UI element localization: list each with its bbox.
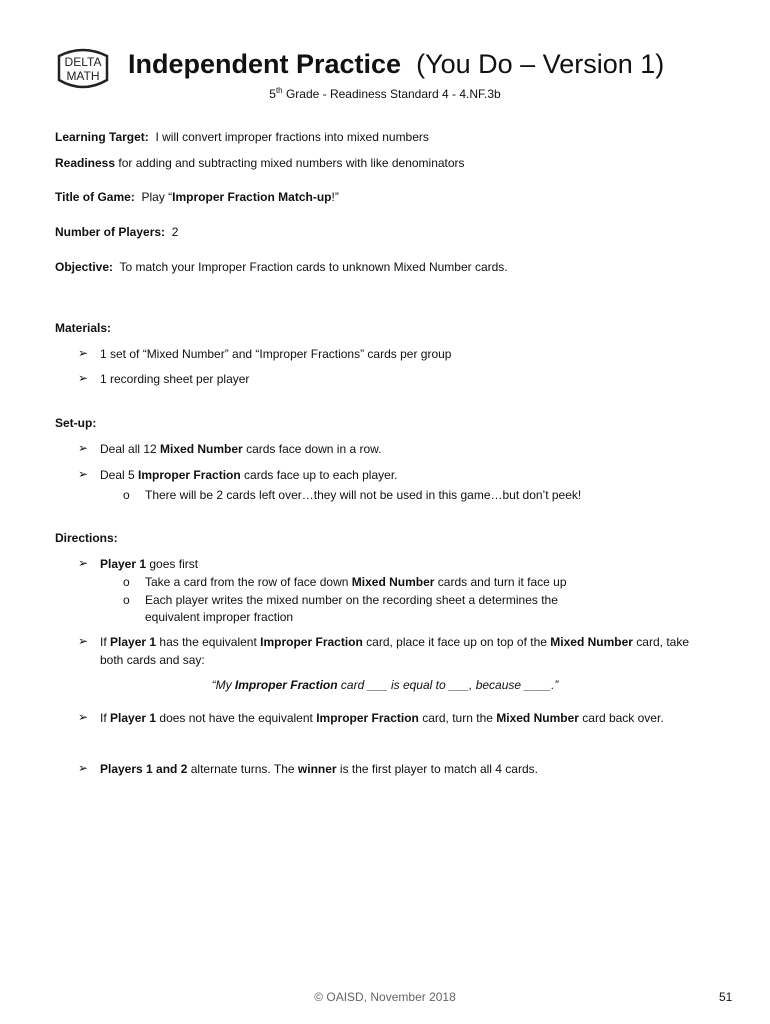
direction-1-post: goes first — [146, 557, 199, 571]
directions-label: Directions: — [55, 531, 118, 545]
setup-item-2-sub: There will be 2 cards left over…they will not be used in this game…but don’t peek! — [145, 488, 582, 502]
objective — [55, 260, 508, 274]
title-rest: (You Do – Version 1) — [416, 49, 665, 79]
setup-item-2 — [100, 468, 397, 482]
direction-1-bold: Player 1 — [100, 557, 147, 571]
grade-suffix: th — [275, 86, 283, 95]
arrow-bullet-icon: ➢ — [78, 556, 89, 570]
arrow-bullet-icon: ➢ — [78, 710, 89, 724]
footer-copyright: © OAISD, November 2018 — [314, 990, 456, 1004]
readiness-label: Readiness — [55, 156, 116, 170]
directions-heading — [55, 531, 118, 545]
direction-2-line-2: both cards and say: — [100, 653, 205, 667]
setup-item-1 — [100, 442, 381, 456]
d3-pre: If — [100, 711, 111, 725]
d2-pre: If — [100, 635, 111, 649]
direction-1-sub-1-bold: Mixed Number — [351, 575, 435, 589]
game-title-label: Title of Game: — [55, 190, 135, 204]
players-value: 2 — [171, 225, 179, 239]
d2-bold-1: Player 1 — [110, 635, 157, 649]
d2-mid-2: card, place it face up on top of the — [362, 635, 551, 649]
setup-heading — [55, 416, 96, 430]
arrow-bullet-icon: ➢ — [78, 761, 89, 775]
setup-1-pre: Deal all 12 — [100, 442, 161, 456]
direction-1-sub-2-line-1: Each player writes the mixed number on the recording sheet a determines the — [145, 593, 558, 607]
arrow-bullet-icon: ➢ — [78, 441, 89, 455]
d4-bold-2: winner — [297, 762, 337, 776]
game-title — [55, 190, 339, 204]
material-item-1: 1 set of “Mixed Number” and “Improper Fractions” cards per group — [100, 347, 452, 361]
circle-bullet-icon: o — [123, 488, 130, 502]
d4-bold-1: Players 1 and 2 — [100, 762, 188, 776]
learning-target-label: Learning Target: — [55, 130, 149, 144]
direction-4 — [100, 762, 538, 776]
setup-label: Set-up: — [55, 416, 97, 430]
setup-1-post: cards face down in a row. — [242, 442, 382, 456]
learning-target — [55, 130, 429, 144]
d2-post: card, take — [632, 635, 689, 649]
arrow-bullet-icon: ➢ — [78, 467, 89, 481]
objective-label: Objective: — [55, 260, 114, 274]
game-title-name: Improper Fraction Match-up — [172, 190, 332, 204]
setup-2-post: cards face up to each player. — [240, 468, 398, 482]
d3-bold-3: Mixed Number — [496, 711, 579, 725]
readiness — [55, 156, 465, 170]
quote-pre: “My — [211, 678, 235, 692]
d2-bold-2: Improper Fraction — [260, 635, 363, 649]
d2-mid-1: has the equivalent — [156, 635, 261, 649]
materials-label: Materials: — [55, 321, 112, 335]
page-title — [128, 49, 664, 80]
d2-bold-3: Mixed Number — [550, 635, 633, 649]
direction-1-sub-1 — [145, 575, 567, 589]
game-title-pre: Play “ — [141, 190, 173, 204]
d3-bold-2: Improper Fraction — [316, 711, 419, 725]
quote-bold: Improper Fraction — [234, 678, 338, 692]
arrow-bullet-icon: ➢ — [78, 346, 89, 360]
d3-bold-1: Player 1 — [110, 711, 157, 725]
d3-mid-1: does not have the equivalent — [156, 711, 317, 725]
quote-post: card ___ is equal to ___, because ____.” — [337, 678, 559, 692]
arrow-bullet-icon: ➢ — [78, 634, 89, 648]
game-title-post: !” — [331, 190, 339, 204]
direction-1-sub-1-post: cards and turn it face up — [434, 575, 567, 589]
logo-text-top: DELTA — [64, 55, 102, 69]
circle-bullet-icon: o — [123, 593, 130, 607]
logo-text-bottom: MATH — [66, 69, 100, 83]
setup-1-bold: Mixed Number — [160, 442, 243, 456]
title-bold: Independent Practice — [128, 49, 402, 79]
grade-standard — [0, 86, 770, 101]
example-sentence — [0, 678, 770, 692]
materials-heading — [55, 321, 111, 335]
objective-text: To match your Improper Fraction cards to unknown Mixed Number cards. — [119, 260, 508, 274]
direction-2-line-1 — [100, 635, 689, 649]
circle-bullet-icon: o — [123, 575, 130, 589]
material-item-2: 1 recording sheet per player — [100, 372, 250, 386]
learning-target-text: I will convert improper fractions into mixed numbers — [155, 130, 429, 144]
players-label: Number of Players: — [55, 225, 166, 239]
number-of-players — [55, 225, 178, 239]
grade-number: 5 — [269, 87, 276, 101]
direction-1-sub-2-line-2: equivalent improper fraction — [145, 610, 294, 624]
d4-mid: alternate turns. The — [187, 762, 298, 776]
grade-standard-text: Grade - Readiness Standard 4 - 4.NF.3b — [282, 87, 501, 101]
readiness-text: for adding and subtracting mixed numbers with like denominators — [115, 156, 465, 170]
arrow-bullet-icon: ➢ — [78, 371, 89, 385]
page-number: 51 — [719, 990, 733, 1004]
d4-post: is the first player to match all 4 cards. — [336, 762, 538, 776]
direction-3 — [100, 711, 664, 725]
setup-2-bold: Improper Fraction — [138, 468, 241, 482]
d3-post: card back over. — [578, 711, 664, 725]
d3-mid-2: card, turn the — [418, 711, 497, 725]
direction-1-sub-1-pre: Take a card from the row of face down — [145, 575, 352, 589]
direction-1 — [100, 557, 198, 571]
setup-2-pre: Deal 5 — [100, 468, 139, 482]
